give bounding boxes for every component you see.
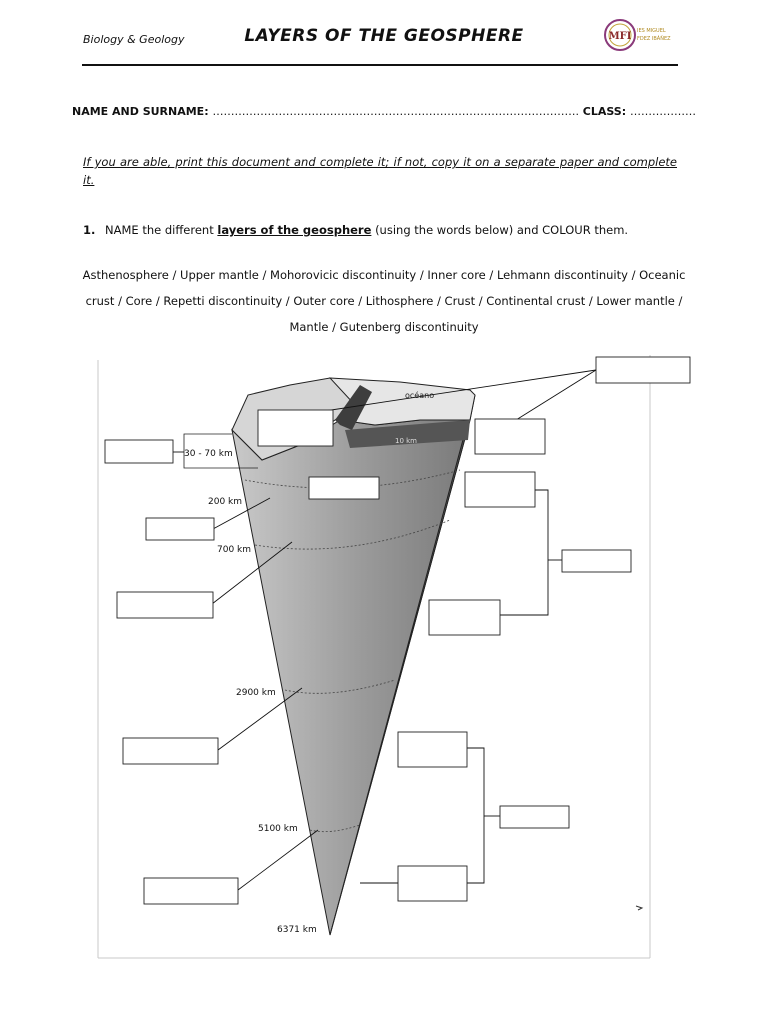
question-highlight: layers of the geosphere	[217, 223, 372, 237]
depth-label-5100: 5100 km	[258, 824, 298, 834]
logo-caption-2: FDEZ IBÁÑEZ	[637, 36, 671, 42]
page-title: LAYERS OF THE GEOSPHERE	[244, 26, 524, 46]
answer-box-oceanic-crust[interactable]	[475, 419, 545, 454]
question-text-after: (using the words below) and COLOUR them.	[375, 223, 629, 237]
depth-label-30-70: 30 - 70 km	[184, 449, 233, 459]
logo-caption-1: IES MIGUEL	[637, 28, 666, 34]
answer-box-right-upper-2[interactable]	[429, 600, 500, 635]
class-label: CLASS:	[582, 105, 627, 118]
answer-box-top-right[interactable]	[596, 357, 690, 383]
scan-mark	[636, 906, 642, 910]
question-text-before: NAME the different	[105, 223, 214, 237]
name-field[interactable]: ……………………………………………………………………………………….	[212, 105, 579, 118]
name-label: NAME AND SURNAME:	[72, 105, 209, 118]
answer-box-700km[interactable]	[117, 592, 213, 618]
answer-box-5100km[interactable]	[144, 878, 238, 904]
word-bank: Asthenosphere / Upper mantle / Mohorovicic discontinuity / Inner core / Lehmann discontinuity / Oceanic crust / Core / Repetti discontinuity / Outer core / Lithosphere / Crust / Continental crust / Lower mantle / Mantle / Gutenberg discontinuity	[82, 268, 686, 334]
crust-small-label: 10 km	[395, 437, 418, 445]
subject-label: Biology & Geology	[83, 33, 185, 46]
answer-box-right-lower-group[interactable]	[500, 806, 569, 828]
answer-box-continental-crust[interactable]	[258, 410, 333, 446]
instruction-text: If you are able, print this document and complete it; if not, copy it on a separate paper and complete it.	[83, 155, 677, 187]
answer-box-right-lower-1[interactable]	[398, 732, 467, 767]
leader-top-2	[516, 370, 596, 420]
ocean-label: océano	[405, 391, 435, 400]
answer-box-right-upper-1[interactable]	[465, 472, 535, 507]
answer-box-inside-mantle[interactable]	[309, 477, 379, 499]
depth-label-200: 200 km	[208, 497, 243, 507]
logo-text: MFI	[608, 31, 632, 42]
answer-box-2900km[interactable]	[123, 738, 218, 764]
leader-left-5	[238, 830, 318, 890]
answer-box-200km[interactable]	[146, 518, 214, 540]
depth-label-700: 700 km	[217, 545, 252, 555]
class-field[interactable]: ………………	[629, 105, 696, 118]
bracket-right-lower	[467, 748, 484, 883]
bracket-right-upper	[500, 490, 548, 615]
answer-box-right-upper-group[interactable]	[562, 550, 631, 572]
answer-box-right-lower-2[interactable]	[398, 866, 467, 901]
answer-box-crust-depth[interactable]	[105, 440, 173, 463]
depth-label-2900: 2900 km	[236, 688, 276, 698]
question-number: 1.	[83, 223, 96, 237]
depth-label-6371: 6371 km	[277, 925, 317, 935]
